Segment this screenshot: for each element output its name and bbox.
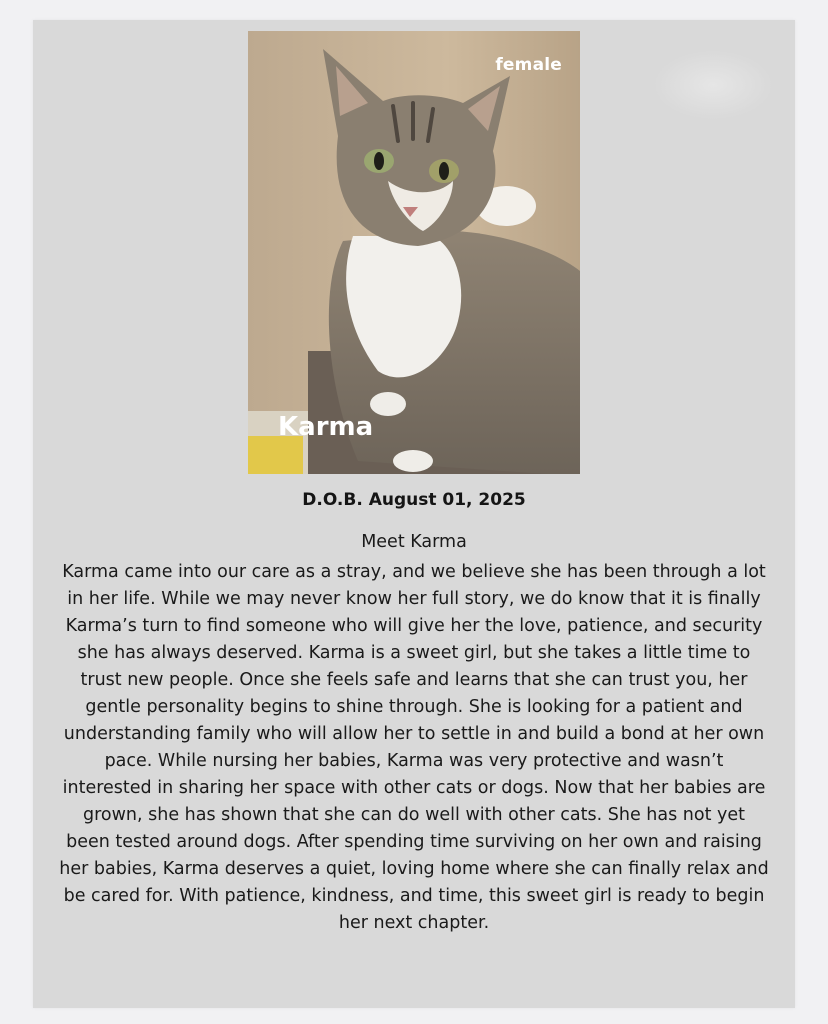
cat-photo (248, 31, 580, 474)
cat-illustration (248, 31, 580, 474)
profile-heading: Meet Karma (361, 532, 467, 552)
pet-profile-card (33, 20, 795, 1008)
gender-tag: female (495, 55, 562, 75)
pet-description: Karma came into our care as a stray, and we believe she has been through a lot in her life. While we may never know her full story, we do know that it is finally Karma’s turn to find someone who will give her the love, patience, and security she has always deserved. Karma is a sweet girl, but she takes a little time to trust new people. Once she feels safe and learns that she can trust you, her gentle personality begins to shine through. She is looking for a patient and understanding family who will allow her to settle in and build a bond at her own pace. While nursing her babies, Karma was very protective and wasn’t interested in sharing her space with other cats or dogs. Now that her babies are grown, she has shown that she can do well with other cats. She has not yet been tested around dogs. After spending time surviving on her own and raising her babies, Karma deserves a quiet, loving home where she can finally relax and be cared for. With patience, kindness, and time, this sweet girl is ready to begin her next chapter. (59, 562, 769, 933)
pet-name-tag: Karma (278, 412, 374, 442)
background-smudge (653, 50, 773, 120)
date-of-birth: D.O.B. August 01, 2025 (302, 490, 526, 510)
